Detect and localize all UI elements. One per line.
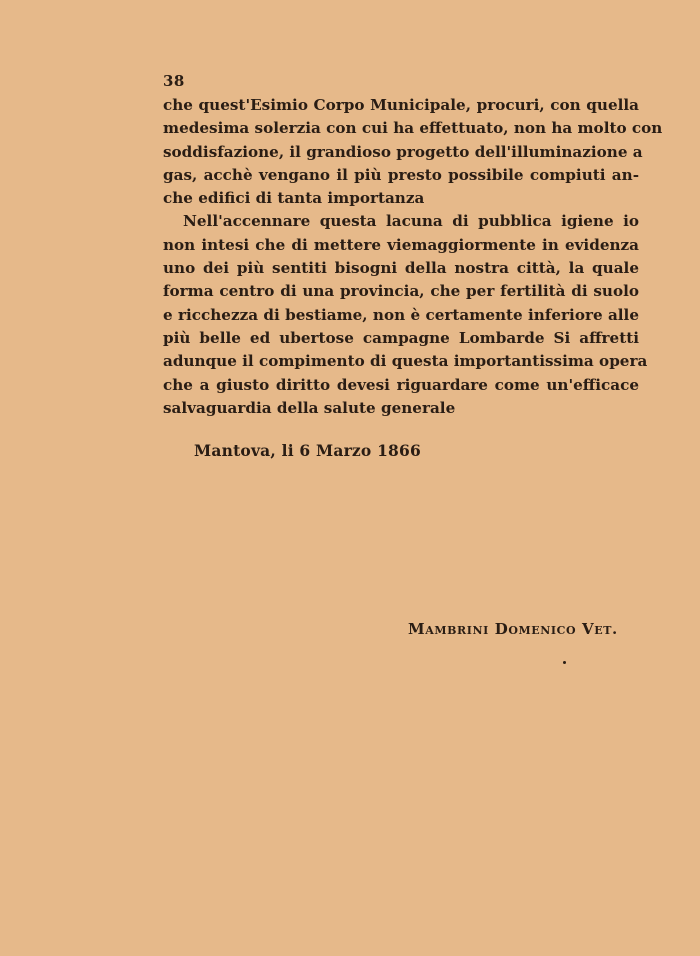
ink-speck: [563, 661, 566, 664]
place-date: Mantova, li 6 Marzo 1866: [194, 441, 422, 460]
page-number: 38: [163, 72, 185, 90]
text-line: uno dei più sentiti bisogni della nostra città, la quale: [163, 259, 639, 278]
text-line: e ricchezza di bestiame, non è certamente inferiore alle: [163, 305, 639, 324]
text-line: più belle ed ubertose campagne Lombarde Si affretti: [163, 328, 639, 347]
signature: Mambrini Domenico Vet.: [408, 620, 618, 638]
text-line: che a giusto diritto devesi riguardare come un'efficace: [163, 375, 639, 394]
paragraph-2: [163, 210, 648, 420]
text-line: medesima solerzia con cui ha effettuato, non ha molto con: [163, 119, 663, 138]
text-line: che quest'Esimio Corpo Municipale, procuri, con quella: [163, 96, 639, 114]
text-line: adunque il compimento di questa importantissima opera: [163, 352, 648, 371]
body-text: [163, 94, 663, 420]
text-line: soddisfazione, il grandioso progetto dell'illuminazione a: [163, 142, 643, 161]
text-line: gas, acchè vengano il più presto possibile compiuti an-: [163, 165, 639, 184]
text-line: salvaguardia della salute generale: [163, 398, 456, 417]
text-line: non intesi che di mettere viemaggiormente in evidenza: [163, 235, 639, 254]
text-line: che edifici di tanta importanza: [163, 189, 425, 208]
text-line: Nell'accennare questa lacuna di pubblica igiene io: [183, 212, 639, 231]
paragraph-1: [163, 94, 663, 210]
text-line: forma centro di una provincia, che per fertilità di suolo: [163, 282, 639, 301]
